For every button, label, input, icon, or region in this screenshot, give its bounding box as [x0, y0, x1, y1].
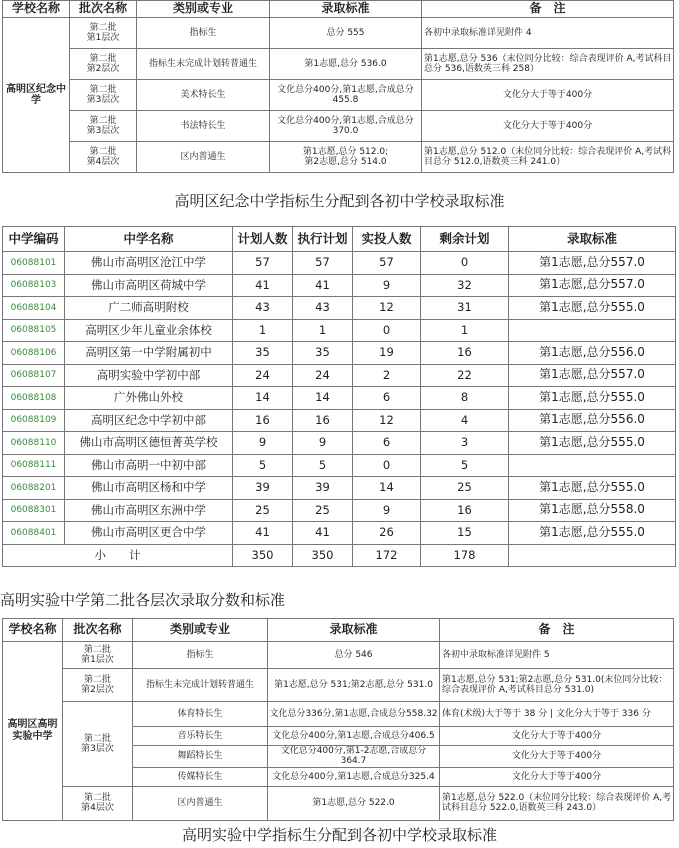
table-quota-allocation: [2, 226, 676, 567]
exec-cell: 39: [293, 477, 353, 500]
batch-cell: 第二批 第2层次: [63, 669, 133, 702]
code-cell: 06088109: [3, 409, 65, 432]
actual-cell: 57: [353, 252, 421, 275]
col-header: 执行计划: [293, 227, 353, 252]
plan-cell: 39: [233, 477, 293, 500]
plan-cell: 1: [233, 319, 293, 342]
table2-caption: 高明实验中学第二批各层次录取分数和标准: [0, 591, 286, 609]
actual-cell: 2: [353, 364, 421, 387]
exec-cell: 43: [293, 297, 353, 320]
actual-cell: 19: [353, 342, 421, 365]
col-header: 录取标准: [270, 1, 422, 18]
category-cell: 美术特长生: [137, 80, 270, 111]
remain-cell: 25: [421, 477, 509, 500]
remain-cell: 5: [421, 454, 509, 477]
category-cell: 音乐特长生: [133, 727, 268, 746]
table-row: [3, 642, 674, 669]
standard-cell: 第1志愿,总分555.0: [509, 477, 676, 500]
standard-cell: 第1志愿,总分557.0: [509, 364, 676, 387]
subtotal-label: 小 计: [3, 544, 233, 567]
name-cell: 高明区纪念中学初中部: [65, 409, 233, 432]
standard-cell: 第1志愿,总分557.0: [509, 274, 676, 297]
code-cell: 06088401: [3, 522, 65, 545]
col-header: 实投人数: [353, 227, 421, 252]
subtotal-row: [3, 544, 676, 567]
name-cell: 佛山市高明区东洲中学: [65, 499, 233, 522]
name-cell: 佛山市高明区荷城中学: [65, 274, 233, 297]
exec-cell: 25: [293, 499, 353, 522]
standard-cell: 第1志愿,总分557.0: [509, 252, 676, 275]
table-row: [3, 274, 676, 297]
table-row: [3, 319, 676, 342]
standard-cell: 第1志愿,总分 536.0: [270, 49, 422, 80]
standard-cell: 第1志愿,总分 522.0: [268, 786, 440, 820]
subtotal-plan: 350: [233, 544, 293, 567]
note-cell: 体育(术级)大于等于 38 分 | 文化分大于等于 336 分: [440, 702, 674, 727]
code-cell: 06088103: [3, 274, 65, 297]
note-cell: 第1志愿,总分 512.0（末位同分比较：综合表现评价 A,考试科目总分 512.0,语数英三科 241.0）: [422, 142, 674, 173]
table-row: [3, 432, 676, 455]
plan-cell: 41: [233, 522, 293, 545]
school-name-cell: 高明区高明实验中学: [3, 642, 63, 821]
code-cell: 06088106: [3, 342, 65, 365]
actual-cell: 26: [353, 522, 421, 545]
remain-cell: 15: [421, 522, 509, 545]
note-cell: 文化分大于等于400分: [440, 727, 674, 746]
category-cell: 体育特长生: [133, 702, 268, 727]
table-row: [3, 702, 674, 727]
col-header: 录取标准: [509, 227, 676, 252]
category-cell: 书法特长生: [137, 111, 270, 142]
standard-cell: 第1志愿,总分555.0: [509, 432, 676, 455]
category-cell: 区内普通生: [137, 142, 270, 173]
table-row: [3, 499, 676, 522]
actual-cell: 9: [353, 274, 421, 297]
school-name-cell: 高明区纪念中学: [3, 18, 70, 173]
note-cell: 第1志愿,总分 522.0（末位同分比较：综合表现评价 A,考试科目总分 522.0,语数英三科 243.0）: [440, 786, 674, 820]
col-header: 学校名称: [3, 1, 70, 18]
col-header: 学校名称: [3, 619, 63, 642]
code-cell: 06088110: [3, 432, 65, 455]
code-cell: 06088101: [3, 252, 65, 275]
actual-cell: 12: [353, 409, 421, 432]
table-row: [3, 387, 676, 410]
standard-cell: 第1志愿,总分556.0: [509, 409, 676, 432]
standard-cell: 总分 555: [270, 18, 422, 49]
exec-cell: 41: [293, 274, 353, 297]
plan-cell: 16: [233, 409, 293, 432]
category-cell: 区内普通生: [133, 786, 268, 820]
standard-cell: [509, 319, 676, 342]
category-cell: 传媒特长生: [133, 767, 268, 786]
plan-cell: 14: [233, 387, 293, 410]
note-cell: 各初中录取标准详见附件 4: [422, 18, 674, 49]
subtotal-exec: 350: [293, 544, 353, 567]
batch-cell: 第二批 第1层次: [63, 642, 133, 669]
table-header-row: [3, 227, 676, 252]
actual-cell: 14: [353, 477, 421, 500]
table-row: [3, 669, 674, 702]
exec-cell: 57: [293, 252, 353, 275]
exec-cell: 16: [293, 409, 353, 432]
code-cell: 06088201: [3, 477, 65, 500]
plan-cell: 9: [233, 432, 293, 455]
standard-cell: 第1志愿,总分 531;第2志愿,总分 531.0: [268, 669, 440, 702]
table-row: [3, 342, 676, 365]
standard-cell: 总分 546: [268, 642, 440, 669]
actual-cell: 6: [353, 387, 421, 410]
exec-cell: 9: [293, 432, 353, 455]
name-cell: 广外佛山外校: [65, 387, 233, 410]
table-row: [3, 49, 674, 80]
remain-cell: 31: [421, 297, 509, 320]
table-gaoming-experimental: [2, 618, 674, 821]
plan-cell: 35: [233, 342, 293, 365]
batch-cell: 第二批 第4层次: [63, 786, 133, 820]
name-cell: 广二师高明附校: [65, 297, 233, 320]
standard-cell: 第1志愿,总分 512.0; 第2志愿,总分 514.0: [270, 142, 422, 173]
standard-cell: 文化总分400分,第1志愿,合成总分325.4: [268, 767, 440, 786]
note-cell: 文化分大于等于400分: [440, 746, 674, 768]
code-cell: 06088108: [3, 387, 65, 410]
col-header: 中学名称: [65, 227, 233, 252]
standard-cell: 文化总分400分,第1-2志愿,合成总分364.7: [268, 746, 440, 768]
standard-cell: 文化总分400分,第1志愿,合成总分 370.0: [270, 111, 422, 142]
table-row: [3, 111, 674, 142]
code-cell: 06088105: [3, 319, 65, 342]
plan-cell: 57: [233, 252, 293, 275]
batch-cell: 第二批 第4层次: [70, 142, 137, 173]
batch-cell: 第二批 第3层次: [70, 111, 137, 142]
category-cell: 指标生: [137, 18, 270, 49]
table-gaoming-memorial: [2, 0, 674, 173]
standard-cell: 第1志愿,总分555.0: [509, 522, 676, 545]
table-row: [3, 786, 674, 820]
standard-cell: 文化总分336分,第1志愿,合成总分558.32: [268, 702, 440, 727]
col-header: 类别或专业: [133, 619, 268, 642]
table-header-row: [3, 1, 674, 18]
col-header: 中学编码: [3, 227, 65, 252]
note-cell: 文化分大于等于400分: [422, 80, 674, 111]
name-cell: 佛山市高明区德恒菁英学校: [65, 432, 233, 455]
batch-cell: 第二批 第2层次: [70, 49, 137, 80]
col-header: 类别或专业: [137, 1, 270, 18]
table3-caption: 高明实验中学指标生分配到各初中学校录取标准: [181, 826, 497, 844]
plan-cell: 43: [233, 297, 293, 320]
remain-cell: 4: [421, 409, 509, 432]
code-cell: 06088107: [3, 364, 65, 387]
plan-cell: 24: [233, 364, 293, 387]
table-row: [3, 252, 676, 275]
col-header: 剩余计划: [421, 227, 509, 252]
exec-cell: 41: [293, 522, 353, 545]
standard-cell: 第1志愿,总分556.0: [509, 342, 676, 365]
category-cell: 指标生未完成计划转普通生: [137, 49, 270, 80]
exec-cell: 35: [293, 342, 353, 365]
remain-cell: 16: [421, 342, 509, 365]
actual-cell: 6: [353, 432, 421, 455]
remain-cell: 3: [421, 432, 509, 455]
col-header: 批次名称: [70, 1, 137, 18]
batch-cell: 第二批 第1层次: [70, 18, 137, 49]
remain-cell: 16: [421, 499, 509, 522]
remain-cell: 0: [421, 252, 509, 275]
code-cell: 06088104: [3, 297, 65, 320]
batch-cell: 第二批 第3层次: [63, 702, 133, 787]
table-row: [3, 297, 676, 320]
name-cell: 高明实验中学初中部: [65, 364, 233, 387]
batch-cell: 第二批 第3层次: [70, 80, 137, 111]
table-row: [3, 522, 676, 545]
category-cell: 指标生未完成计划转普通生: [133, 669, 268, 702]
actual-cell: 0: [353, 454, 421, 477]
name-cell: 高明区少年儿童业余体校: [65, 319, 233, 342]
category-cell: 指标生: [133, 642, 268, 669]
name-cell: 佛山市高明区沧江中学: [65, 252, 233, 275]
plan-cell: 25: [233, 499, 293, 522]
subtotal-actual: 172: [353, 544, 421, 567]
note-cell: 第1志愿,总分 536（末位同分比较：综合表现评价 A,考试科目总分 536,语数英三科 258）: [422, 49, 674, 80]
remain-cell: 32: [421, 274, 509, 297]
remain-cell: 22: [421, 364, 509, 387]
col-header: 备 注: [440, 619, 674, 642]
subtotal-remain: 178: [421, 544, 509, 567]
plan-cell: 41: [233, 274, 293, 297]
col-header: 批次名称: [63, 619, 133, 642]
table-header-row: [3, 619, 674, 642]
table-row: [3, 454, 676, 477]
subtotal-standard: [509, 544, 676, 567]
table-row: [3, 364, 676, 387]
note-cell: 文化分大于等于400分: [440, 767, 674, 786]
table-row: [3, 80, 674, 111]
exec-cell: 1: [293, 319, 353, 342]
table-row: [3, 142, 674, 173]
exec-cell: 5: [293, 454, 353, 477]
category-cell: 舞蹈特长生: [133, 746, 268, 768]
note-cell: 文化分大于等于400分: [422, 111, 674, 142]
table-row: [3, 477, 676, 500]
code-cell: 06088111: [3, 454, 65, 477]
col-header: 录取标准: [268, 619, 440, 642]
plan-cell: 5: [233, 454, 293, 477]
table-row: [3, 409, 676, 432]
remain-cell: 8: [421, 387, 509, 410]
col-header: 备 注: [422, 1, 674, 18]
name-cell: 高明区第一中学附属初中: [65, 342, 233, 365]
standard-cell: [509, 454, 676, 477]
note-cell: 第1志愿,总分 531;第2志愿,总分 531.0(末位同分比较：综合表现评价 A,考试科目总分 531.0): [440, 669, 674, 702]
note-cell: 各初中录取标准详见附件 5: [440, 642, 674, 669]
remain-cell: 1: [421, 319, 509, 342]
actual-cell: 12: [353, 297, 421, 320]
code-cell: 06088301: [3, 499, 65, 522]
table-row: [3, 18, 674, 49]
actual-cell: 9: [353, 499, 421, 522]
standard-cell: 文化总分400分,第1志愿,合成总分 455.8: [270, 80, 422, 111]
name-cell: 佛山市高明一中初中部: [65, 454, 233, 477]
actual-cell: 0: [353, 319, 421, 342]
standard-cell: 第1志愿,总分555.0: [509, 387, 676, 410]
col-header: 计划人数: [233, 227, 293, 252]
table1-caption: 高明区纪念中学指标生分配到各初中学校录取标准: [174, 192, 505, 210]
name-cell: 佛山市高明区更合中学: [65, 522, 233, 545]
exec-cell: 24: [293, 364, 353, 387]
standard-cell: 第1志愿,总分555.0: [509, 297, 676, 320]
standard-cell: 文化总分400分,第1志愿,合成总分406.5: [268, 727, 440, 746]
exec-cell: 14: [293, 387, 353, 410]
name-cell: 佛山市高明区杨和中学: [65, 477, 233, 500]
standard-cell: 第1志愿,总分558.0: [509, 499, 676, 522]
